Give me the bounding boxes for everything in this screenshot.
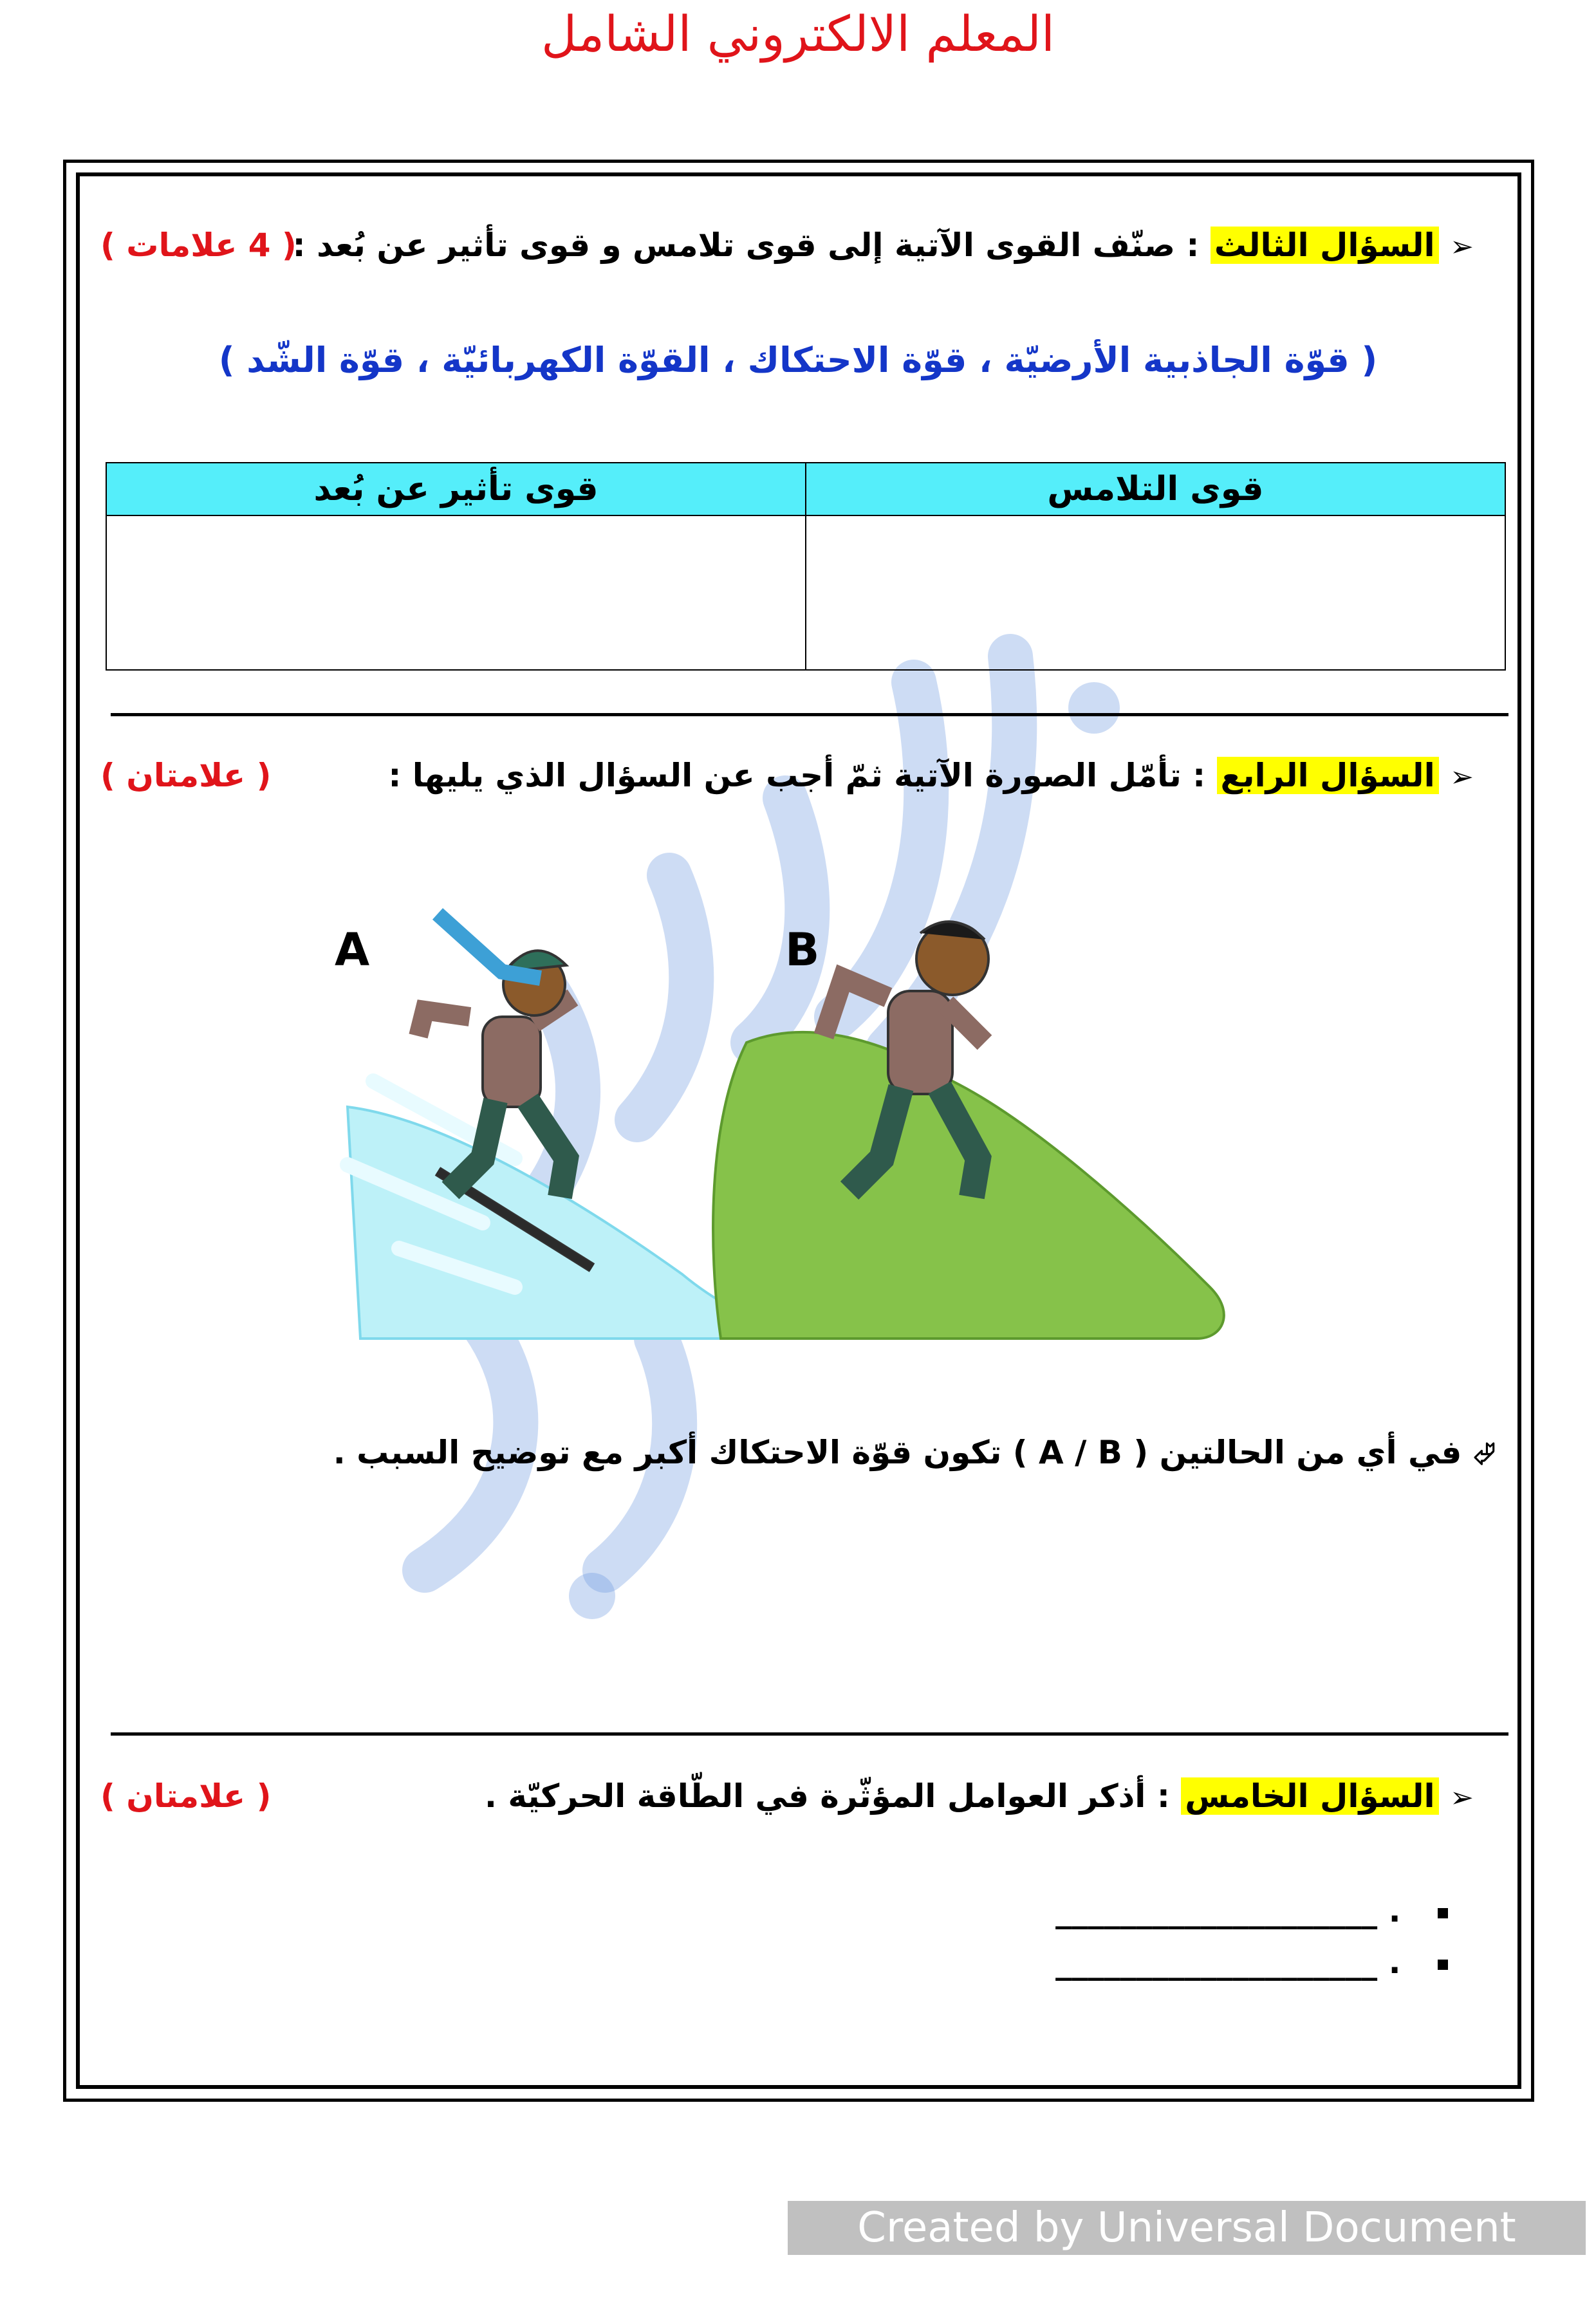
question5-marks: ( علامتان ) bbox=[100, 1777, 272, 1815]
arrowhead-bullet-icon: ➢ bbox=[1450, 1781, 1474, 1814]
curved-arrow-icon: ⮰ bbox=[1472, 1438, 1496, 1470]
friction-illustration bbox=[322, 888, 1300, 1364]
classification-table bbox=[106, 462, 1506, 671]
site-title: المعلم الالكتروني الشامل bbox=[541, 5, 1055, 62]
subquestion-text: في أي من الحالتين ( A / B ) تكون قوّة الاحتكاك أكبر مع توضيح السبب . bbox=[333, 1434, 1462, 1471]
label-b: B bbox=[785, 923, 820, 976]
label-a: A bbox=[335, 923, 370, 976]
converter-footer: Created by Universal Document Converter bbox=[788, 2201, 1586, 2255]
distance-forces-answer-cell[interactable] bbox=[106, 515, 806, 670]
question3-marks: ( 4 علامات ) bbox=[100, 227, 297, 264]
section-divider bbox=[111, 713, 1508, 716]
answer-line-1[interactable] bbox=[1055, 1892, 1448, 1929]
column-distance-forces: قوى تأثير عن بُعد bbox=[106, 463, 806, 515]
answer-blank: . ____________________ bbox=[1055, 1892, 1401, 1929]
question5-text: : أذكر العوامل المؤثّرة في الطّاقة الحركيّة . bbox=[485, 1777, 1182, 1815]
question4-text: : تأمّل الصورة الآتية ثمّ أجب عن السؤال الذي يليها : bbox=[388, 757, 1217, 794]
arrowhead-bullet-icon: ➢ bbox=[1450, 230, 1474, 263]
contact-forces-answer-cell[interactable] bbox=[806, 515, 1505, 670]
question4-heading bbox=[388, 757, 1474, 794]
question5-label: السؤال الخامس bbox=[1181, 1777, 1438, 1815]
answer-line-2[interactable] bbox=[1055, 1943, 1448, 1981]
column-contact-forces: قوى التلامس bbox=[806, 463, 1505, 515]
answer-blank: . ____________________ bbox=[1055, 1943, 1401, 1981]
question4-label: السؤال الرابع bbox=[1217, 757, 1439, 794]
question3-heading bbox=[293, 227, 1474, 264]
question4-subquestion bbox=[333, 1434, 1496, 1471]
square-bullet-icon bbox=[1438, 1908, 1448, 1918]
square-bullet-icon bbox=[1438, 1960, 1448, 1970]
arrowhead-bullet-icon: ➢ bbox=[1450, 761, 1474, 793]
question5-heading bbox=[485, 1777, 1474, 1815]
question3-text: : صنّف القوى الآتية إلى قوى تلامس و قوى تأثير عن بُعد : bbox=[292, 227, 1211, 264]
question4-marks: ( علامتان ) bbox=[100, 757, 272, 794]
section-divider bbox=[111, 1732, 1508, 1736]
question3-label: السؤال الثالث bbox=[1211, 227, 1439, 264]
forces-list: ( قوّة الجاذبية الأرضيّة ، قوّة الاحتكاك ، القوّة الكهربائيّة ، قوّة الشّد ) bbox=[218, 340, 1378, 380]
